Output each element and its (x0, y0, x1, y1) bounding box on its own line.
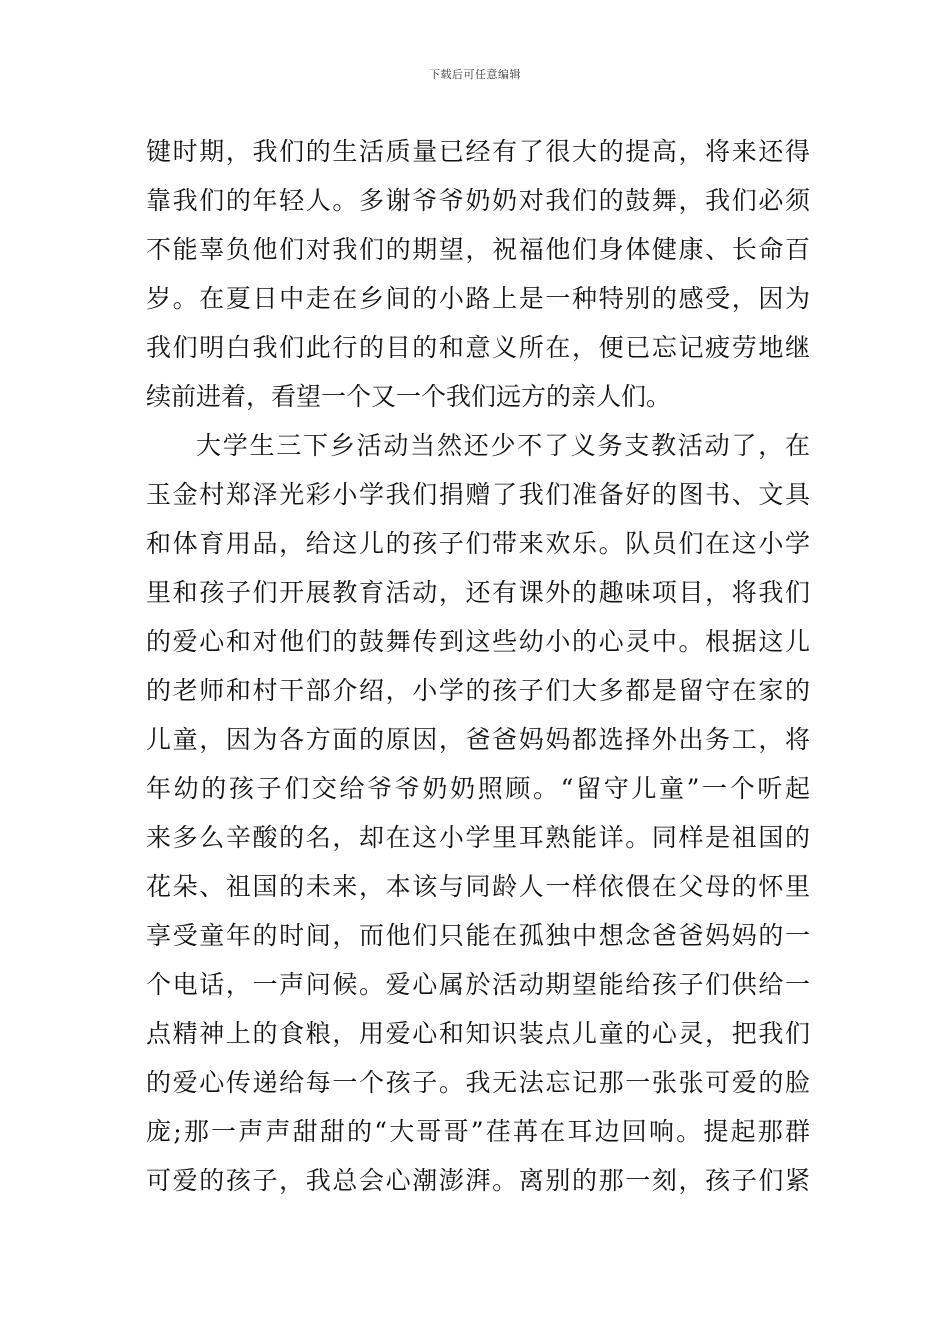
text-line: 大学生三下乡活动当然还少不了义务支教活动了，在 (196, 431, 810, 460)
text-line: 庞;那一声声甜甜的“大哥哥”荏苒在耳边回响。提起那群 (146, 1117, 810, 1146)
text-line: 儿童，因为各方面的原因，爸爸妈妈都选择外出务工，将 (146, 725, 810, 754)
text-line: 的爱心和对他们的鼓舞传到这些幼小的心灵中。根据这儿 (146, 627, 810, 656)
text-line: 的爱心传递给每一个孩子。我无法忘记那一张张可爱的脸 (146, 1068, 810, 1097)
text-line: 的老师和村干部介绍，小学的孩子们大多都是留守在家的 (146, 676, 810, 705)
text-line: 靠我们的年轻人。多谢爷爷奶奶对我们的鼓舞，我们必须 (146, 186, 810, 215)
document-body (146, 127, 810, 1205)
text-line: 玉金村郑泽光彩小学我们捐赠了我们准备好的图书、文具 (146, 480, 810, 509)
text-line: 花朵、祖国的未来，本该与同龄人一样依偎在父母的怀里 (146, 872, 810, 901)
text-line: 我们明白我们此行的目的和意义所在，便已忘记疲劳地继 (146, 333, 810, 362)
paragraph-2 (146, 421, 810, 1205)
text-line: 和体育用品，给这儿的孩子们带来欢乐。队员们在这小学 (146, 529, 810, 558)
paragraph-1 (146, 127, 810, 421)
text-line: 年幼的孩子们交给爷爷奶奶照顾。“留守儿童”一个听起 (146, 774, 810, 803)
text-line: 不能辜负他们对我们的期望，祝福他们身体健康、长命百 (146, 235, 810, 264)
text-line: 可爱的孩子，我总会心潮澎湃。离别的那一刻，孩子们紧 (146, 1166, 810, 1195)
text-line: 享受童年的时间，而他们只能在孤独中想念爸爸妈妈的一 (146, 921, 810, 950)
text-line: 点精神上的食粮，用爱心和知识装点儿童的心灵，把我们 (146, 1019, 810, 1048)
text-line: 里和孩子们开展教育活动，还有课外的趣味项目，将我们 (146, 578, 810, 607)
text-line: 键时期，我们的生活质量已经有了很大的提高，将来还得 (146, 137, 810, 166)
text-line: 续前进着，看望一个又一个我们远方的亲人们。 (146, 382, 672, 411)
text-line: 个电话，一声问候。爱心属於活动期望能给孩子们供给一 (146, 970, 810, 999)
page-header: 下载后可任意编辑 (429, 68, 521, 81)
text-line: 来多么辛酸的名，却在这小学里耳熟能详。同样是祖国的 (146, 823, 810, 852)
text-line: 岁。在夏日中走在乡间的小路上是一种特别的感受，因为 (146, 284, 810, 313)
